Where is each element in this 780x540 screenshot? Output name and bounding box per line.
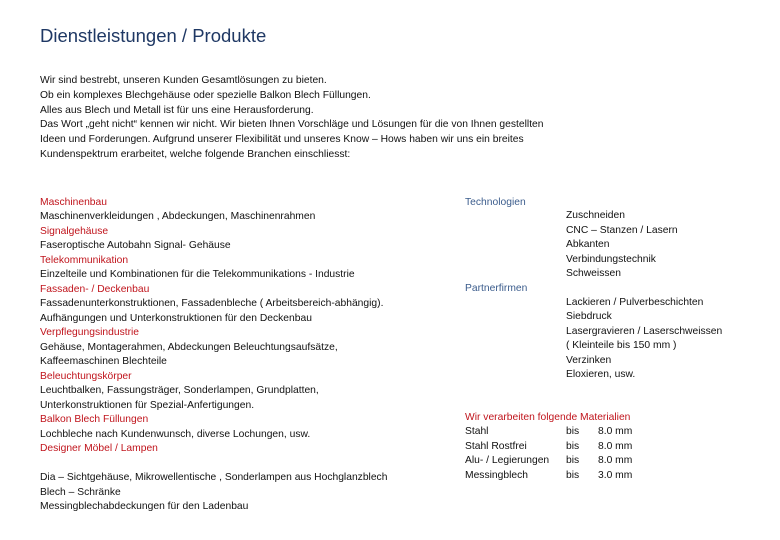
- branch-description: Gehäuse, Montagerahmen, Abdeckungen Beleuchtungsaufsätze,: [40, 341, 338, 353]
- intro-line: Alles aus Blech und Metall ist für uns eine Herausforderung.: [40, 104, 314, 116]
- branch-description: Einzelteile und Kombinationen für die Telekommunikations - Industrie: [40, 269, 355, 281]
- branch-heading: Maschinenbau: [40, 197, 107, 208]
- material-thickness: 3.0 mm: [598, 469, 633, 481]
- branch-description: Fassadenunterkonstruktionen, Fassadenbleche ( Arbeitsbereich-abhängig).: [40, 298, 384, 310]
- technology-item: Zuschneiden: [566, 210, 625, 221]
- intro-line: Ideen und Forderungen. Aufgrund unserer Flexibilität und unseres Know – Hows haben wir uns ein breites: [40, 134, 524, 146]
- technology-item: Schweissen: [566, 268, 621, 279]
- material-bis: bis: [566, 440, 580, 452]
- material-bis: bis: [566, 455, 580, 467]
- partner-item: ( Kleinteile bis 150 mm ): [566, 340, 677, 352]
- designer-item: Dia – Sichtgehäuse, Mikrowellentische , Sonderlampen aus Hochglanzblech: [40, 472, 388, 483]
- intro-line: Ob ein komplexes Blechgehäuse oder spezielle Balkon Blech Füllungen.: [40, 89, 371, 101]
- branch-description: Aufhängungen und Unterkonstruktionen für den Deckenbau: [40, 312, 312, 324]
- designer-item: Blech – Schränke: [40, 486, 121, 498]
- branch-description: Leuchtbalken, Fassungsträger, Sonderlampen, Grundplatten,: [40, 385, 319, 397]
- designer-item: Messingblechabdeckungen für den Ladenbau: [40, 501, 249, 512]
- page-title: Dienstleistungen / Produkte: [40, 25, 267, 46]
- branch-description: Lochbleche nach Kundenwunsch, diverse Lochungen, usw.: [40, 428, 311, 440]
- material-name: Messingblech: [465, 469, 528, 481]
- branch-heading: Balkon Blech Füllungen: [40, 414, 149, 426]
- partners-label: Partnerfirmen: [465, 283, 528, 294]
- material-bis: bis: [566, 426, 580, 437]
- intro-line: Kundenspektrum erarbeitet, welche folgende Branchen einschliesst:: [40, 149, 351, 160]
- branch-heading: Signalgehäuse: [40, 225, 109, 237]
- technology-item: Verbindungstechnik: [566, 253, 656, 265]
- branch-description: Kaffeemaschinen Blechteile: [40, 356, 167, 368]
- branch-description: Unterkonstruktionen für Spezial-Anfertigungen.: [40, 399, 255, 411]
- materials-heading: Wir verarbeiten folgende Materialien: [465, 412, 631, 423]
- material-thickness: 8.0 mm: [598, 455, 633, 467]
- material-name: Alu- / Legierungen: [465, 455, 550, 467]
- material-thickness: 8.0 mm: [598, 426, 633, 437]
- partner-item: Lackieren / Pulverbeschichten: [566, 297, 704, 308]
- technologies-label: Technologien: [465, 197, 526, 208]
- partner-item: Verzinken: [566, 354, 612, 366]
- material-thickness: 8.0 mm: [598, 440, 633, 452]
- partner-item: Lasergravieren / Laserschweissen: [566, 325, 723, 337]
- technology-item: CNC – Stanzen / Lasern: [566, 224, 678, 236]
- intro-line: Wir sind bestrebt, unseren Kunden Gesamtlösungen zu bieten.: [40, 75, 327, 86]
- branch-heading: Beleuchtungskörper: [40, 370, 132, 382]
- intro-line: Das Wort „geht nicht“ kennen wir nicht. Wir bieten Ihnen Vorschläge und Lösungen für die von Ihnen gestellten: [40, 119, 544, 131]
- branch-heading: Telekommunikation: [40, 254, 129, 266]
- branch-description: Maschinenverkleidungen , Abdeckungen, Maschinenrahmen: [40, 211, 316, 223]
- material-name: Stahl Rostfrei: [465, 440, 527, 452]
- branch-heading: Designer Möbel / Lampen: [40, 442, 158, 454]
- partner-item: Eloxieren, usw.: [566, 369, 636, 380]
- material-name: Stahl: [465, 426, 489, 437]
- technology-item: Abkanten: [566, 239, 610, 250]
- material-bis: bis: [566, 469, 580, 481]
- branch-description: Faseroptische Autobahn Signal- Gehäuse: [40, 240, 231, 252]
- branch-heading: Verpflegungsindustrie: [40, 327, 140, 339]
- branch-heading: Fassaden- / Deckenbau: [40, 283, 150, 295]
- partner-item: Siebdruck: [566, 311, 612, 323]
